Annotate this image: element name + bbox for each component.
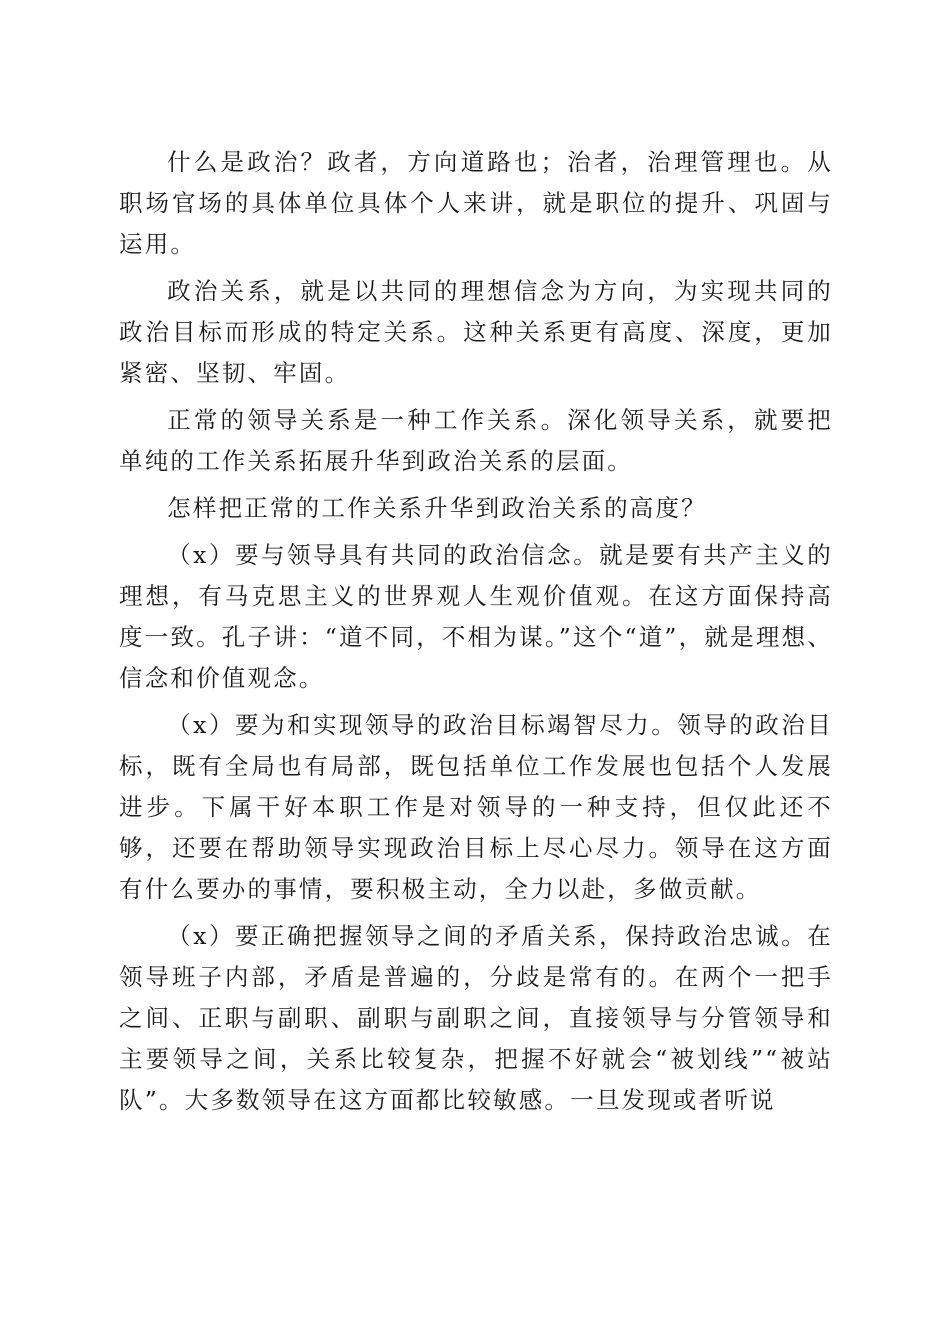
paragraph-political-relations: 政治关系，就是以共同的理想信念为方向，为实现共同的政治目标而形成的特定关系。这种关系更有高度、深度，更加紧密、坚韧、牢固。	[119, 277, 833, 387]
paragraph-leadership-relations: 正常的领导关系是一种工作关系。深化领导关系，就要把单纯的工作关系拓展升华到政治关系的层面。	[119, 406, 833, 475]
paragraph-point-political-goals: （x）要为和实现领导的政治目标竭智尽力。领导的政治目标，既有全局也有局部，既包括单位工作发展也包括个人发展进步。下属干好本职工作是对领导的一种支持，但仅此还不够，还要在帮助领导实现政治目标上尽心尽力。领导在这方面有什么要办的事情，要积极主动，全力以赴，多做贡献。	[119, 711, 833, 903]
paragraph-question: 怎样把正常的工作关系升华到政治关系的高度？	[167, 494, 707, 522]
paragraph-what-is-politics: 什么是政治？政者，方向道路也；治者，治理管理也。从职场官场的具体单位具体个人来讲，就是职位的提升、巩固与运用。	[119, 148, 833, 258]
paragraph-point-shared-beliefs: （x）要与领导具有共同的政治信念。就是要有共产主义的理想，有马克思主义的世界观人生观价值观。在这方面保持高度一致。孔子讲：“道不同，不相为谋。”这个“道”，就是理想、信念和价值观念。	[119, 541, 833, 692]
document-body	[119, 142, 833, 1127]
paragraph-point-political-loyalty: （x）要正确把握领导之间的矛盾关系，保持政治忠诚。在领导班子内部，矛盾是普遍的，分歧是常有的。在两个一把手之间、正职与副职、副职与副职之间，直接领导与分管领导和主要领导之间，关系比较复杂，把握不好就会“被划线”“被站队”。大多数领导在这方面都比较敏感。一旦发现或者听说	[119, 922, 833, 1114]
